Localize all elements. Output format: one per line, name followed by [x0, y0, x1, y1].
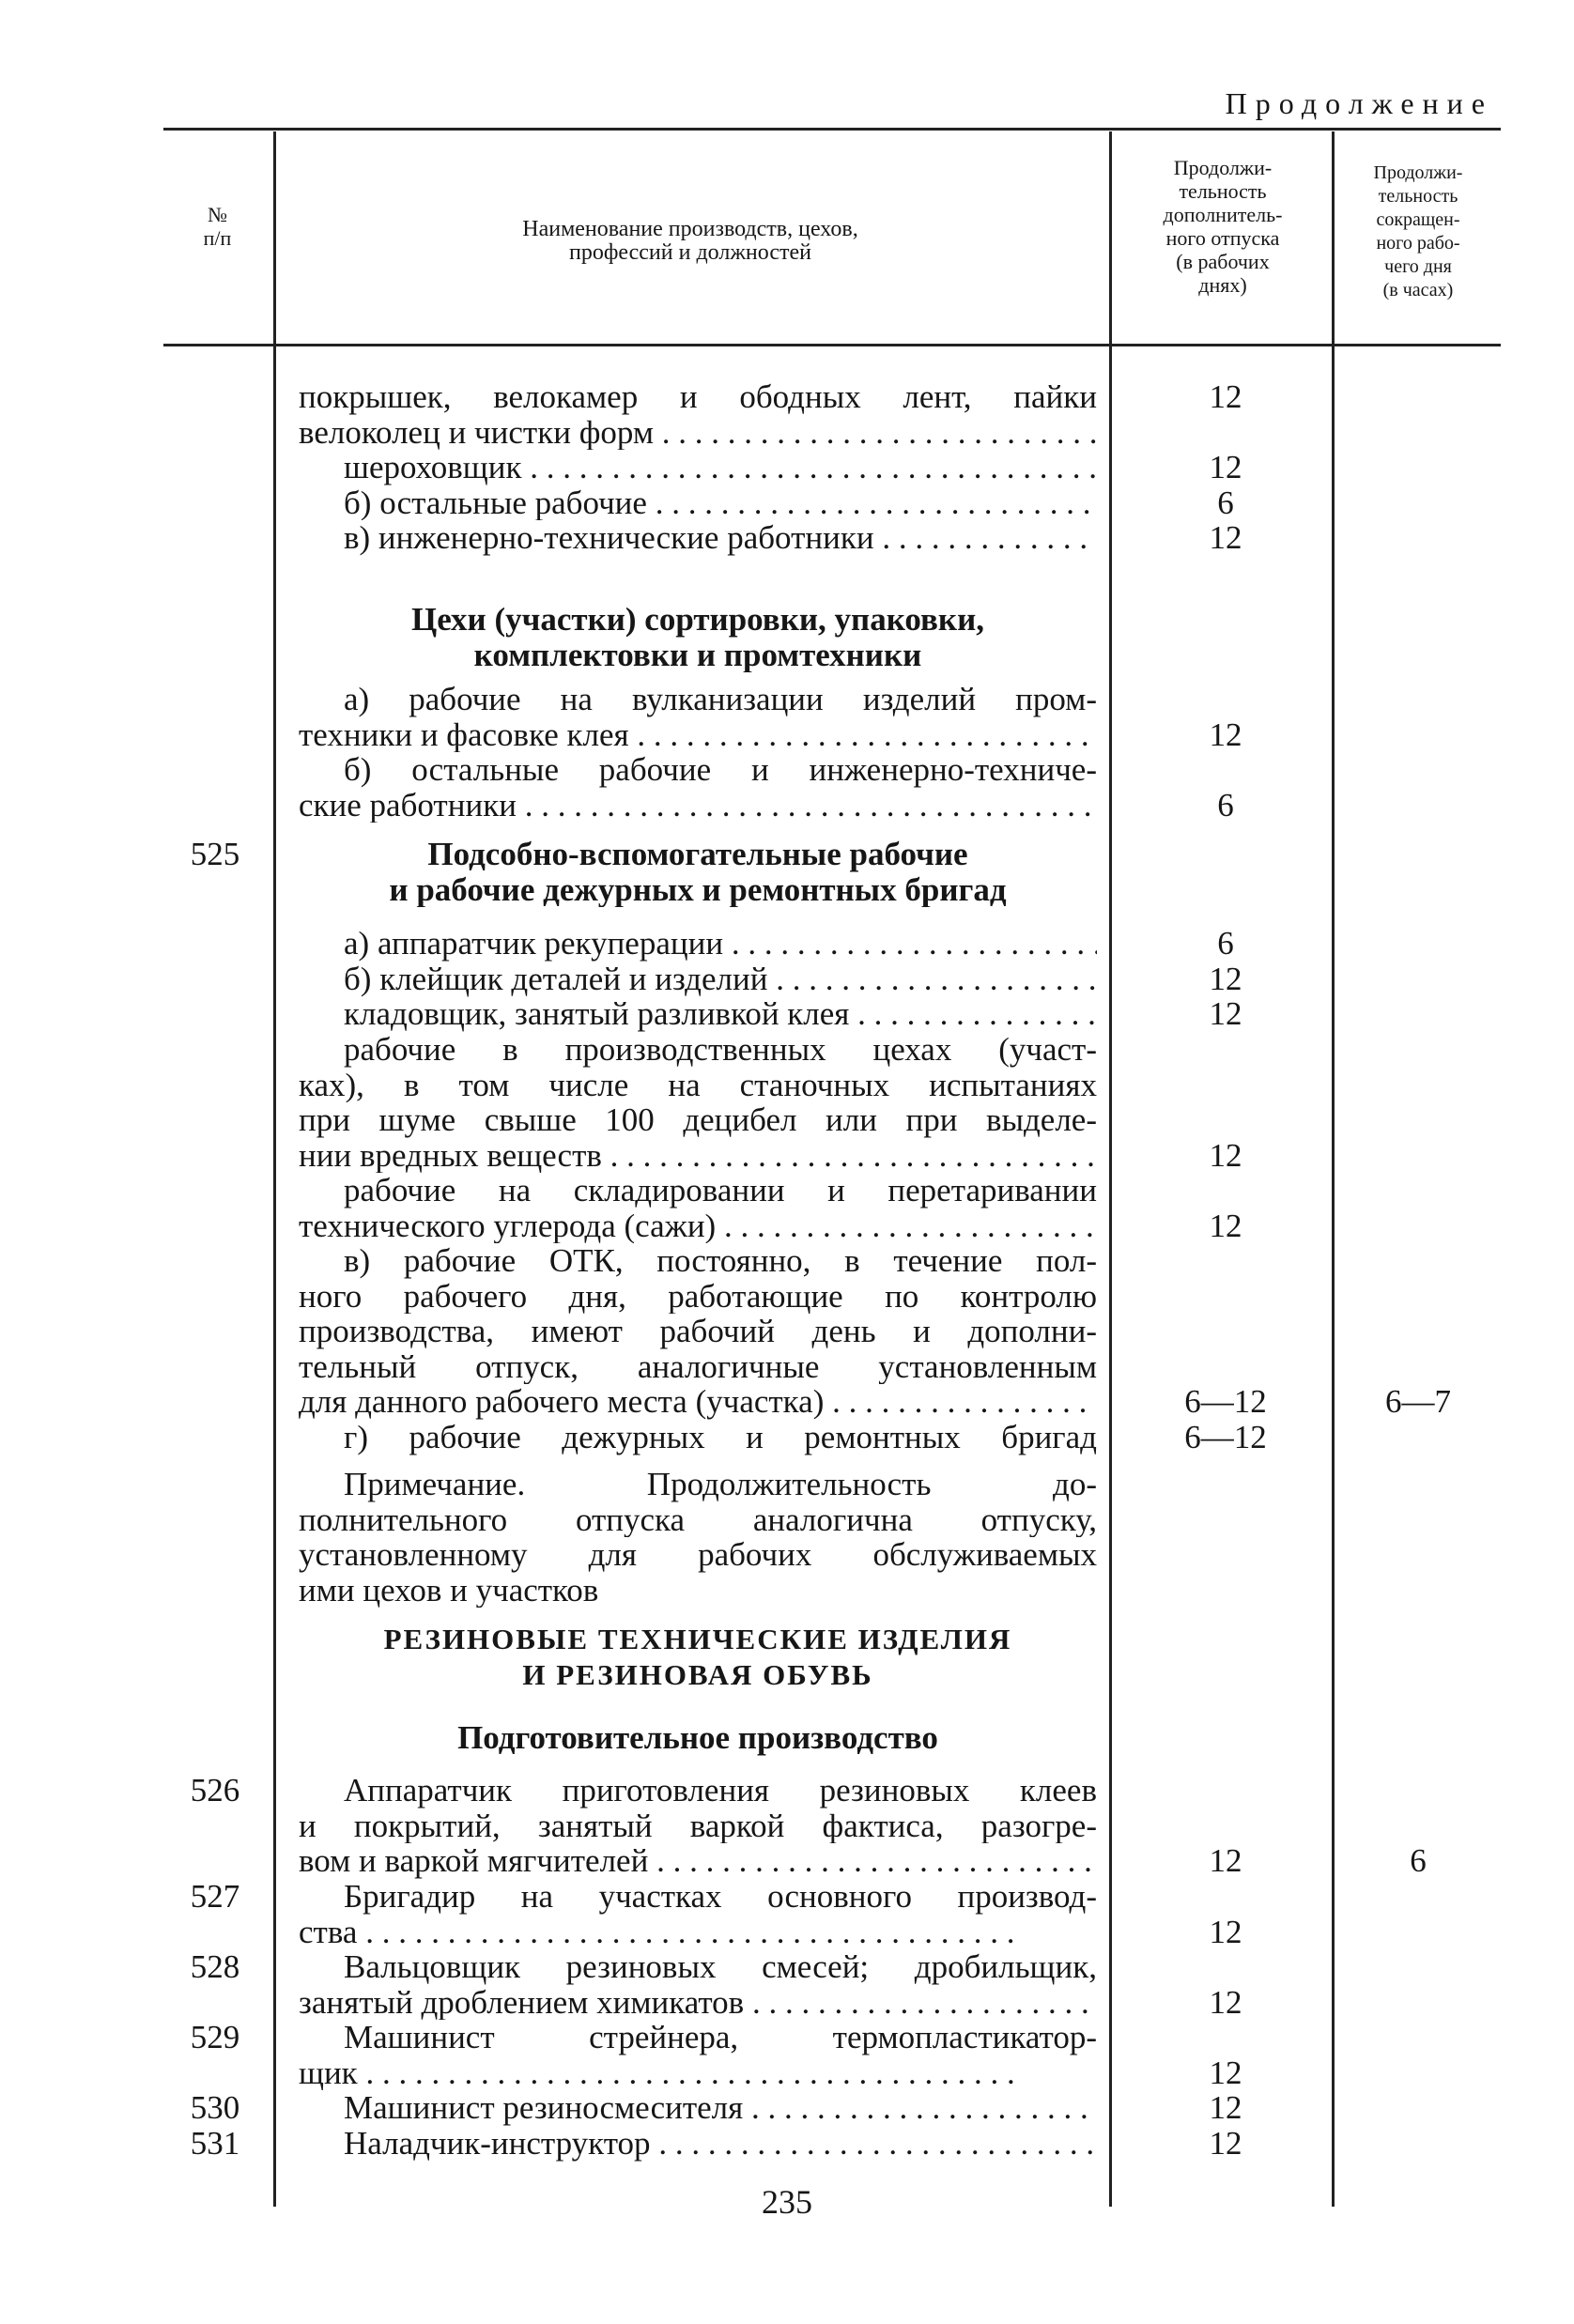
row-text-line: Подсобно-вспомогательные рабочие: [427, 837, 968, 872]
row-number: [163, 2126, 267, 2162]
row-text-line: велоколец и чистки форм . . .: [299, 415, 1097, 451]
row-text-line: б) клейщик деталей и изделий . . .: [299, 962, 1097, 997]
vacation-days-value: [1118, 1243, 1334, 1279]
vacation-days-cell: [1118, 1032, 1334, 1173]
vacation-days-value: [1118, 1068, 1334, 1103]
row-text: [299, 1622, 1097, 1692]
table-top-rule: [163, 128, 1501, 131]
row-text: [299, 2126, 1097, 2162]
row-text: [299, 1032, 1097, 1173]
vacation-days-value: [1118, 1279, 1334, 1315]
vacation-days-value: 12: [1209, 1208, 1242, 1243]
row-text-line: техники и фасовке клея . . .: [299, 717, 1097, 753]
row-text: [299, 1243, 1097, 1420]
row-text-line: занятый дроблением химикатов . . .: [299, 1985, 1097, 2021]
row-text-line: полнительного отпуска аналогична отпуску,: [299, 1501, 1097, 1537]
row-text-line: производства, имеют рабочий день и дополни-: [299, 1314, 1097, 1349]
vacation-days-cell: [1118, 2090, 1334, 2126]
vacation-days-cell: [1118, 485, 1334, 521]
row-text-line: установленному для рабочих обслуживаемых: [299, 1537, 1097, 1573]
vacation-days-value: 6—12: [1184, 1384, 1267, 1420]
row-text: [299, 450, 1097, 485]
row-text: [299, 1173, 1097, 1243]
table-header-rule: [163, 344, 1501, 346]
vacation-days-cell: [1118, 996, 1334, 1032]
vacation-days-value: [1118, 1879, 1334, 1915]
vacation-days-value: [1118, 2020, 1334, 2055]
row-text-line: ках), в том числе на станочных испытаниях: [299, 1067, 1097, 1102]
row-number: [163, 2090, 267, 2126]
vacation-days-value: [1118, 1949, 1334, 1985]
row-text-line: б) остальные рабочие и инженерно-техниче-: [344, 752, 1097, 788]
row-text-line: Бригадир на участках основного производ-: [344, 1879, 1097, 1915]
row-text-line: нии вредных веществ . . .: [299, 1138, 1097, 1174]
vacation-days-value: 12: [1209, 520, 1242, 556]
vacation-days-value: 12: [1209, 1984, 1242, 2020]
row-text-line: И РЕЗИНОВАЯ ОБУВЬ: [522, 1657, 873, 1691]
row-number: [163, 1879, 267, 1915]
vacation-days-cell: [1118, 682, 1334, 752]
row-text: [299, 1720, 1097, 1756]
vacation-days-cell: [1118, 962, 1334, 997]
vacation-days-cell: [1118, 1173, 1334, 1243]
row-text-line: рабочие на складировании и перетаривании: [344, 1173, 1097, 1208]
vacation-days-value: 12: [1209, 450, 1242, 485]
vacation-days-cell: [1118, 1773, 1334, 1879]
continuation-label: Продолжение: [1225, 86, 1493, 120]
vacation-days-cell: [1118, 450, 1334, 485]
header-vacation-column: Продолжи- тельность дополнитель- ного отпуска (в рабочих днях): [1163, 156, 1283, 297]
short-day-value: 6—7: [1385, 1384, 1451, 1420]
row-text: [299, 520, 1097, 556]
row-text-line: тельный отпуск, аналогичные установленным: [299, 1348, 1097, 1384]
vacation-days-value: [1118, 1314, 1334, 1349]
row-text-line: ими цехов и участков: [299, 1572, 599, 1608]
vacation-days-cell: [1118, 379, 1334, 415]
short-day-cell: [1338, 1773, 1498, 1879]
row-text-line: рабочие в производственных цехах (участ-: [344, 1032, 1097, 1068]
short-day-value: [1338, 1243, 1498, 1279]
vacation-days-value: [1118, 1032, 1334, 1068]
row-text-line: Подготовительное производство: [457, 1720, 938, 1756]
header-name-column: Наименование производств, цехов, профессий и должностей: [522, 217, 858, 265]
row-number-line: 531: [190, 2126, 240, 2162]
row-number-line: 529: [190, 2020, 240, 2055]
row-text-line: комплектовки и промтехники: [473, 637, 922, 672]
vacation-days-value: 12: [1209, 996, 1242, 1032]
row-text: [299, 1420, 1097, 1455]
header-number-column: № п/п: [203, 203, 232, 250]
vacation-days-cell: [1118, 2020, 1334, 2090]
row-text-line: для данного рабочего места (участка) . . .: [299, 1384, 1097, 1420]
vacation-days-value: [1118, 1349, 1334, 1385]
row-text-line: ного рабочего дня, работающие по контролю: [299, 1278, 1097, 1314]
row-text-line: Аппаратчик приготовления резиновых клеев: [344, 1773, 1097, 1808]
vacation-days-value: 12: [1209, 1137, 1242, 1173]
row-text: [299, 485, 1097, 521]
row-text-line: технического углерода (сажи) . . .: [299, 1208, 1097, 1244]
vacation-days-cell: [1118, 752, 1334, 823]
row-text-line: при шуме свыше 100 децибел или при выделе-: [299, 1102, 1097, 1138]
short-day-cell: [1338, 1243, 1498, 1420]
vacation-days-value: 12: [1209, 379, 1242, 415]
row-text-line: Примечание. Продолжительность до-: [344, 1467, 1097, 1502]
row-text: [299, 602, 1097, 672]
row-text: [299, 926, 1097, 962]
vacation-days-value: [1118, 752, 1334, 788]
row-text: [299, 682, 1097, 752]
row-number: [163, 1773, 267, 1808]
vacation-days-value: 6: [1217, 926, 1234, 962]
vacation-days-value: [1118, 1808, 1334, 1844]
row-text-line: вом и варкой мягчителей . . .: [299, 1843, 1097, 1879]
row-number: [163, 837, 267, 872]
row-number: [163, 2020, 267, 2055]
vacation-days-value: 6: [1217, 485, 1234, 520]
vacation-days-value: 6—12: [1184, 1420, 1267, 1455]
page-number: 235: [762, 2183, 812, 2221]
row-text-line: РЕЗИНОВЫЕ ТЕХНИЧЕСКИЕ ИЗДЕЛИЯ: [383, 1623, 1012, 1655]
row-text-line: ства . . .: [299, 1915, 1097, 1950]
header-short-day-column: Продолжи- тельность сокращен- ного рабо- чего дня (в часах): [1373, 162, 1463, 300]
row-text-line: и рабочие дежурных и ремонтных бригад: [389, 871, 1007, 907]
row-text-line: шероховщик . . .: [299, 450, 1097, 485]
vacation-days-cell: [1118, 2126, 1334, 2162]
row-text-line: Наладчик-инструктор . . .: [299, 2126, 1097, 2162]
short-day-value: [1338, 1314, 1498, 1349]
row-text-line: Машинист стрейнера, термопластикатор-: [344, 2020, 1097, 2055]
vacation-days-value: 12: [1209, 962, 1242, 997]
vacation-days-value: [1118, 1102, 1334, 1138]
row-text-line: в) рабочие ОТК, постоянно, в течение пол-: [344, 1243, 1097, 1279]
vacation-days-cell: [1118, 520, 1334, 556]
vacation-days-cell: [1118, 926, 1334, 962]
vacation-days-cell: [1118, 1420, 1334, 1455]
row-text-line: Вальцовщик резиновых смесей; дробильщик,: [344, 1949, 1097, 1985]
vacation-days-cell: [1118, 1949, 1334, 2020]
vacation-days-value: [1118, 682, 1334, 717]
row-text-line: а) аппаратчик рекуперации . . .: [299, 926, 1097, 962]
row-text-line: г) рабочие дежурных и ремонтных бригад: [344, 1420, 1097, 1455]
vacation-days-cell: [1118, 1243, 1334, 1420]
row-text: [299, 996, 1097, 1032]
row-text: [299, 2020, 1097, 2090]
vacation-days-value: [1118, 1173, 1334, 1208]
row-number-line: 530: [190, 2090, 240, 2126]
short-day-value: [1338, 1808, 1498, 1844]
vacation-days-value: 12: [1209, 1914, 1242, 1949]
row-text-line: Машинист резиносмесителя . . .: [299, 2090, 1097, 2126]
row-text: [299, 1773, 1097, 1879]
vacation-days-cell: [1118, 1879, 1334, 1949]
row-number-line: 525: [190, 837, 240, 872]
row-text-line: в) инженерно-технические работники . . .: [299, 520, 1097, 556]
row-number-line: 526: [190, 1773, 240, 1808]
row-text: [299, 1467, 1097, 1608]
row-text: [299, 752, 1097, 823]
row-text: [299, 2090, 1097, 2126]
row-text-line: и покрытий, занятый варкой фактиса, разогре-: [299, 1808, 1097, 1843]
row-number: [163, 1949, 267, 1985]
vacation-days-value: 12: [1209, 1843, 1242, 1879]
row-text: [299, 1879, 1097, 1949]
row-text-line: ские работники . . .: [299, 788, 1097, 823]
row-text: [299, 962, 1097, 997]
vacation-days-value: 12: [1209, 2090, 1242, 2126]
vacation-days-value: 6: [1217, 787, 1234, 823]
row-text-line: а) рабочие на вулканизации изделий пром-: [344, 682, 1097, 717]
row-text-line: б) остальные рабочие . . .: [299, 485, 1097, 521]
column-divider: [273, 131, 276, 2207]
short-day-value: 6: [1410, 1843, 1427, 1879]
vacation-days-value: 12: [1209, 716, 1242, 752]
row-text: [299, 379, 1097, 450]
row-text-line: покрышек, велокамер и ободных лент, пайки: [299, 379, 1097, 415]
row-number-line: 527: [190, 1879, 240, 1915]
row-text-line: Цехи (участки) сортировки, упаковки,: [410, 602, 985, 638]
column-divider: [1109, 131, 1112, 2207]
vacation-days-value: [1118, 1773, 1334, 1808]
vacation-days-value: 12: [1209, 2055, 1242, 2090]
row-text: [299, 1949, 1097, 2020]
row-text: [299, 837, 1097, 907]
row-text-line: щик . . .: [299, 2055, 1097, 2091]
row-number-line: 528: [190, 1949, 240, 1985]
row-text-line: кладовщик, занятый разливкой клея . . .: [299, 996, 1097, 1032]
short-day-value: [1338, 1279, 1498, 1315]
vacation-days-value: 12: [1209, 2126, 1242, 2162]
short-day-value: [1338, 1349, 1498, 1385]
short-day-value: [1338, 1773, 1498, 1808]
